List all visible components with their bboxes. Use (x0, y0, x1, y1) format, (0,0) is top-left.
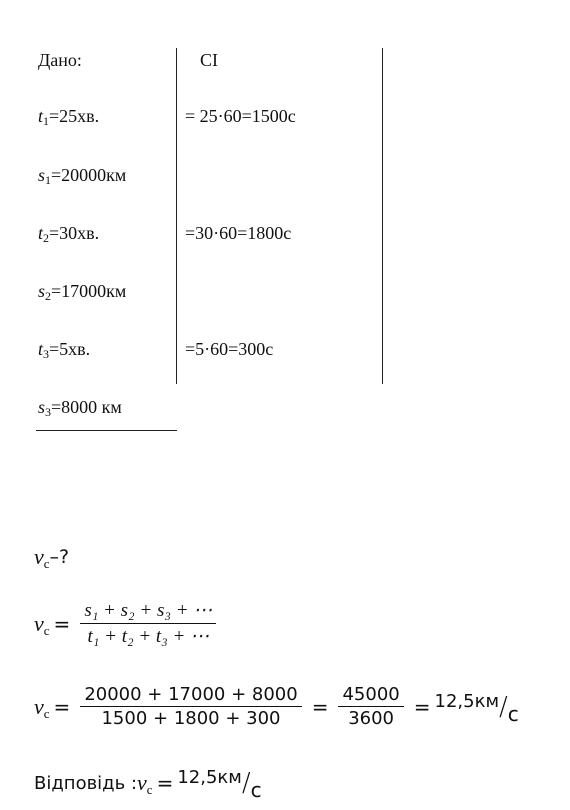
given-s3: $s_3=8000$ км (38, 397, 122, 419)
given-t1: $t_1=25хв$. (38, 106, 100, 128)
average-speed-formula: $v_c$ = $\frac{\text{s₁ + s₂ + s₃ + ⋯}}{\text{t₁ + t₂ + t₃ + ⋯}}$ (34, 598, 222, 649)
formula-numerator: s₁ + s₂ + s₃ + ⋯ (84, 600, 213, 621)
calc-denominator: 1500 + 1800 + 300 (101, 708, 281, 729)
si-t3: =5·60=300с (185, 339, 274, 359)
si-header: СІ (200, 50, 218, 70)
given-underline (36, 430, 177, 431)
answer: Відповідь : $v_c$ = 12,5км/с (34, 767, 262, 802)
result-denominator: 3600 (348, 708, 394, 729)
calc-numerator: 20000 + 17000 + 8000 (84, 684, 298, 705)
given-s2: $s_2=17000км$ (38, 281, 127, 303)
formula-denominator: t₁ + t₂ + t₃ + ⋯ (87, 626, 210, 647)
given-t3: $t_3=5хв$. (38, 339, 91, 361)
given-si-divider (176, 48, 177, 384)
result-value: 12,5км/с (434, 690, 519, 726)
si-t2: =30·60=1800с (185, 223, 292, 243)
calculation: $v_c$ = $\frac{20000 + 17000 + 8000}{1500 + 1800 + 300}$ = $\frac{45000}{3600}$ = 12,5км/с (34, 684, 519, 729)
answer-value: 12,5км/с (177, 767, 262, 802)
result-numerator: 45000 (342, 684, 400, 705)
si-t1: = 25·60=1500с (185, 106, 296, 126)
given-s1: $s_1=20000км$ (38, 165, 127, 187)
answer-label: Відповідь : (34, 772, 138, 794)
si-right-border (382, 48, 383, 384)
given-header: Дано: (38, 50, 82, 70)
question: $v_c$ –? (34, 544, 70, 571)
given-t2: $t_2=30хв$. (38, 223, 100, 245)
